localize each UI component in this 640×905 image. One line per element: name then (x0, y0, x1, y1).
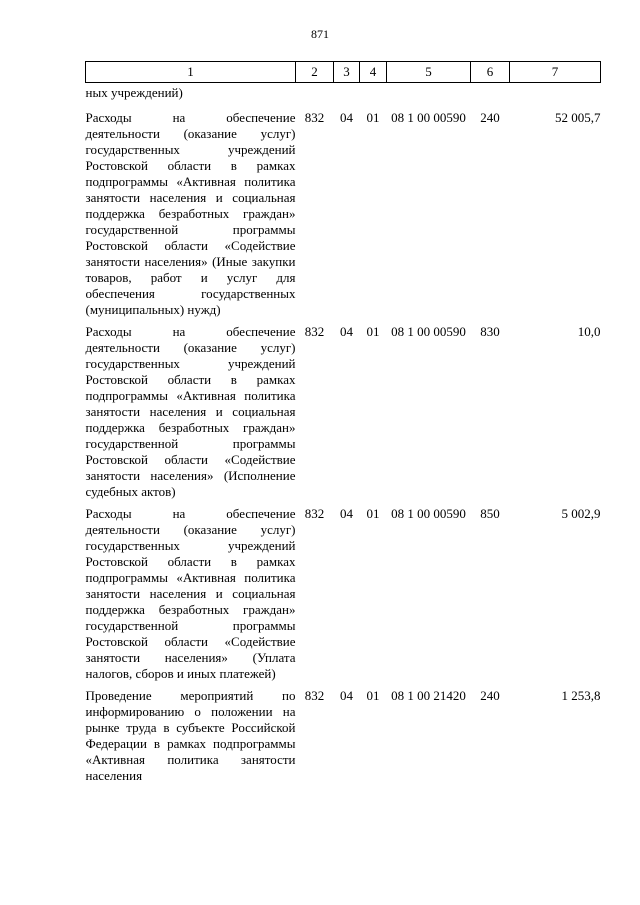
row-description: Расходы на обеспечение деятельности (оказание услуг) государственных учреждений Ростовской области в рамках подпрограммы «Активная политика занятости населения и социальная поддержка безработных граждан» государственной программы Ростовской области «Содействие занятости населения» (Иные закупки товаров, работ и услуг для обеспечения государственных (муниципальных) нужд) (85, 110, 296, 317)
row-description: Проведение мероприятий по информированию о положении на рынке труда в субъекте Российской Федерации в рамках подпрограммы «Активная политика занятости населения (85, 688, 296, 783)
row-expense-type: 240 (480, 110, 500, 125)
row-ministry-code: 832 (304, 324, 325, 339)
column-header-4: 4 (360, 62, 387, 83)
table-row (86, 506, 601, 688)
row-subsection: 01 (366, 110, 380, 125)
row-section: 04 (340, 110, 353, 125)
continuation-row (86, 83, 601, 111)
row-amount: 52 005,7 (555, 110, 601, 125)
row-subsection: 01 (366, 324, 380, 339)
column-header-6: 6 (471, 62, 510, 83)
column-header-3: 3 (334, 62, 360, 83)
table-row (86, 688, 601, 790)
row-amount: 10,0 (577, 324, 601, 339)
row-target-article: 08 1 00 21420 (391, 688, 466, 703)
column-header-5: 5 (387, 62, 471, 83)
row-ministry-code: 832 (304, 110, 325, 125)
column-header-row (86, 62, 601, 83)
row-section: 04 (340, 506, 353, 521)
continuation-text: ных учреждений) (85, 85, 183, 100)
row-expense-type: 830 (480, 324, 500, 339)
table-row (86, 110, 601, 324)
row-subsection: 01 (366, 506, 380, 521)
row-expense-type: 850 (480, 506, 500, 521)
row-target-article: 08 1 00 00590 (391, 110, 466, 125)
row-expense-type: 240 (480, 688, 500, 703)
row-description: Расходы на обеспечение деятельности (оказание услуг) государственных учреждений Ростовской области в рамках подпрограммы «Активная политика занятости населения и социальная поддержка безработных граждан» государственной программы Ростовской области «Содействие занятости населения» (Уплата налогов, сборов и иных платежей) (85, 506, 296, 681)
row-target-article: 08 1 00 00590 (391, 324, 466, 339)
budget-table (85, 61, 601, 790)
row-section: 04 (340, 688, 353, 703)
row-amount: 5 002,9 (561, 506, 601, 521)
row-subsection: 01 (366, 688, 380, 703)
column-header-7: 7 (510, 62, 601, 83)
table-row (86, 324, 601, 506)
row-amount: 1 253,8 (561, 688, 601, 703)
row-section: 04 (340, 324, 353, 339)
row-target-article: 08 1 00 00590 (391, 506, 466, 521)
row-description: Расходы на обеспечение деятельности (оказание услуг) государственных учреждений Ростовской области в рамках подпрограммы «Активная политика занятости населения и социальная поддержка безработных граждан» государственной программы Ростовской области «Содействие занятости населения» (Исполнение судебных актов) (85, 324, 296, 499)
column-header-1: 1 (86, 62, 296, 83)
row-ministry-code: 832 (304, 688, 325, 703)
page-number: 871 (311, 27, 329, 41)
column-header-2: 2 (296, 62, 334, 83)
row-ministry-code: 832 (304, 506, 325, 521)
